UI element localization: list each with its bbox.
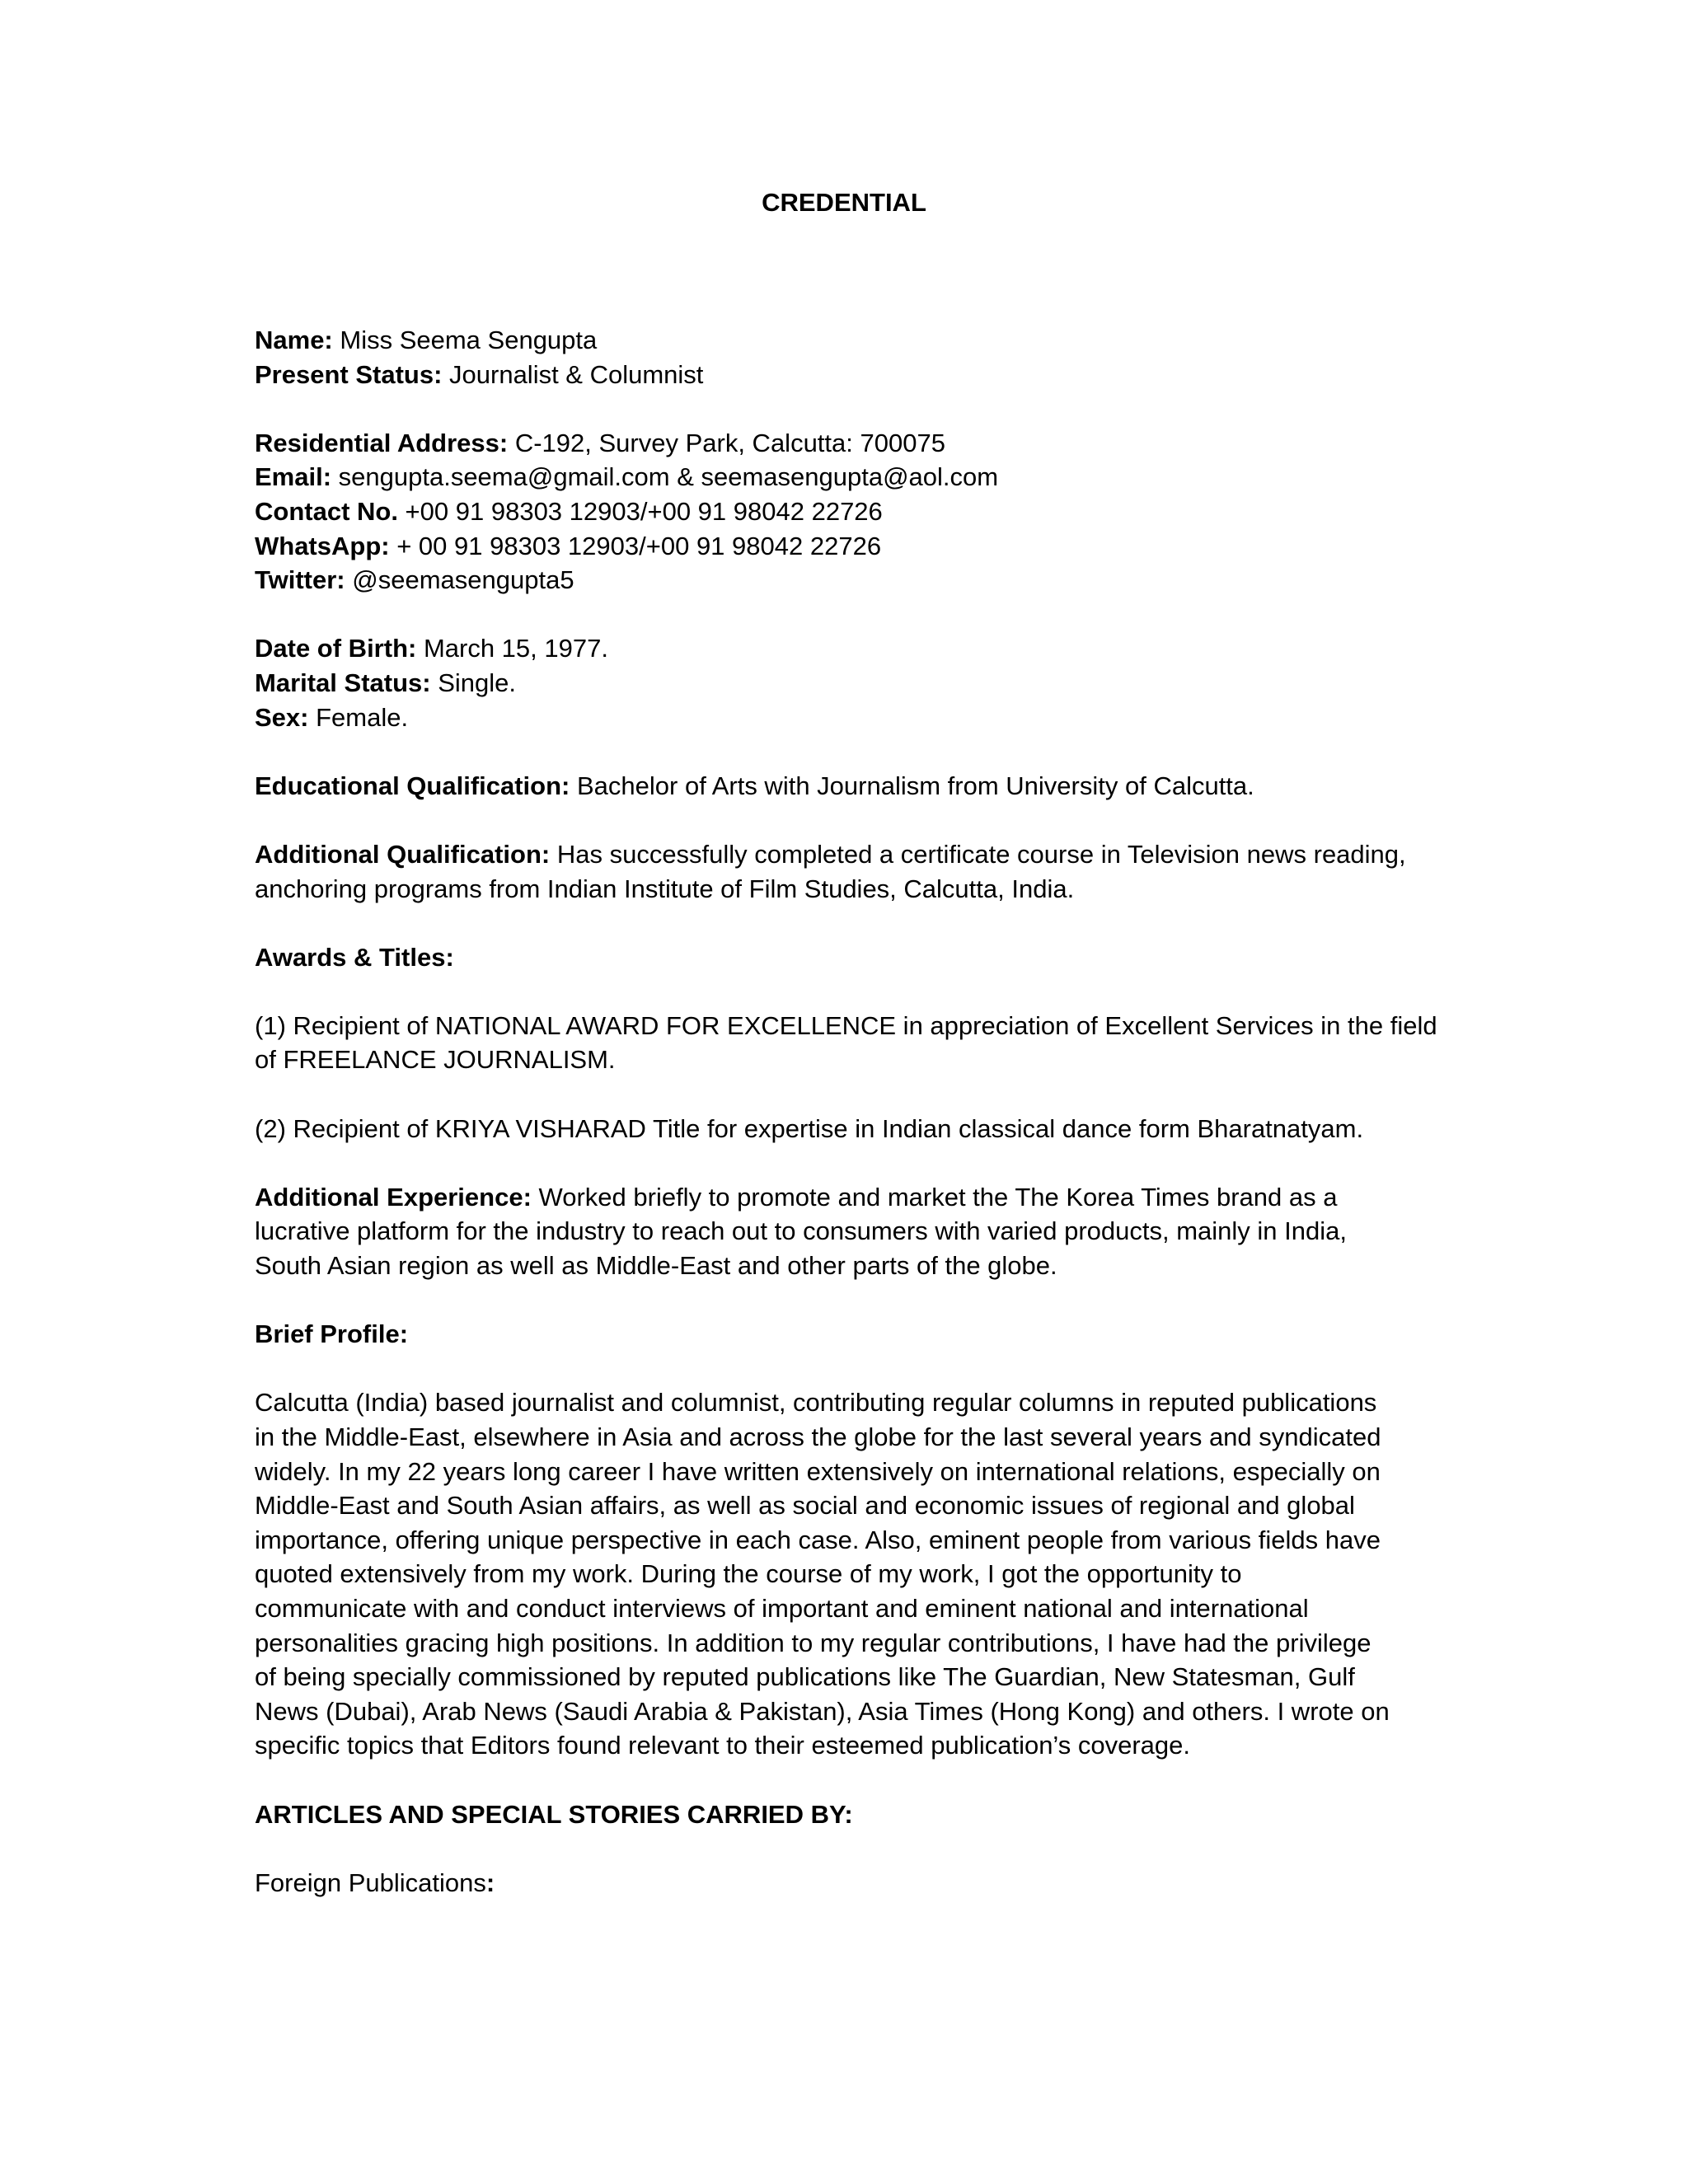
profile-line: News (Dubai), Arab News (Saudi Arabia & Pakistan), Asia Times (Hong Kong) and others. I wrote on [255,1696,1390,1726]
award-1-line-1: (1) Recipient of NATIONAL AWARD FOR EXCELLENCE in appreciation of Excellent Services in the field [255,1010,1437,1040]
award-1-line-2: of FREELANCE JOURNALISM. [255,1045,616,1075]
foreign-publications-colon: : [485,1868,495,1897]
profile-line: widely. In my 22 years long career I have written extensively on international relations, especially on [255,1456,1381,1486]
additional-qualification-line-1 [255,837,1442,872]
awards-heading [255,940,1442,975]
document-title: CREDENTIAL [762,188,926,217]
whatsapp-value: + 00 91 98303 12903/+00 91 98042 22726 [389,531,882,560]
awards-heading-text: Awards & Titles: [255,942,454,972]
profile-line: in the Middle-East, elsewhere in Asia and across the globe for the last several years and syndicated [255,1422,1381,1451]
status-label: Present Status: [255,359,443,389]
education-value: Bachelor of Arts with Journalism from University of Calcutta. [570,771,1254,800]
experience-text-1: Worked briefly to promote and market the The Korea Times brand as a [531,1182,1338,1212]
name-value: Miss Seema Sengupta [332,326,598,354]
profile-line: Middle-East and South Asian affairs, as well as social and economic issues of regional and global [255,1491,1355,1521]
experience-line-1 [255,1180,1442,1215]
marital-label: Marital Status: [255,668,431,697]
email-value: sengupta.seema@gmail.com & seemasengupta@aol.com [331,462,999,492]
phone-label: Contact No. [255,496,398,526]
twitter-value: @seemasengupta5 [345,565,574,595]
profile-line: specific topics that Editors found relevant to their esteemed publication’s coverage. [255,1731,1191,1760]
sex-label: Sex: [255,702,309,732]
profile-line: of being specially commissioned by reputed publications like The Guardian, New Statesman, Gulf [255,1662,1355,1692]
dob-label: Date of Birth: [255,634,417,663]
phone-line [255,494,1442,529]
sex-value: Female. [308,702,409,732]
foreign-publications-text: Foreign Publications [255,1868,486,1897]
profile-heading [255,1317,1442,1352]
experience-line-2: lucrative platform for the industry to reach out to consumers with varied products, mainly in India, [255,1216,1347,1246]
profile-line: importance, offering unique perspective in each case. Also, eminent people from various fields have [255,1525,1381,1554]
email-line [255,460,1442,494]
name-line [255,323,1442,358]
profile-line: quoted extensively from my work. During the course of my work, I got the opportunity to [255,1559,1242,1589]
phone-value: +00 91 98303 12903/+00 91 98042 22726 [397,496,883,526]
twitter-line [255,563,1442,598]
profile-heading-text: Brief Profile: [255,1319,409,1349]
marital-line [255,666,1442,701]
foreign-publications-label [255,1866,1442,1900]
twitter-label: Twitter: [255,565,345,595]
name-label: Name: [255,326,333,354]
email-label: Email: [255,462,332,492]
education-line [255,769,1442,804]
profile-line: communicate with and conduct interviews of important and eminent national and international [255,1593,1309,1623]
additional-qualification-line-2: anchoring programs from Indian Institute of Film Studies, Calcutta, India. [255,874,1075,903]
status-line [255,358,1442,392]
whatsapp-line [255,529,1442,564]
document-body [255,323,1442,1900]
additional-qualification-text-1: Has successfully completed a certificate course in Television news reading, [550,839,1406,869]
articles-heading-text: ARTICLES AND SPECIAL STORIES CARRIED BY: [255,1799,853,1829]
dob-line [255,631,1442,666]
experience-line-3: South Asian region as well as Middle-East and other parts of the globe. [255,1251,1057,1281]
marital-value: Single. [430,668,517,697]
experience-label: Additional Experience: [255,1182,532,1212]
articles-heading [255,1797,1442,1832]
profile-line: Calcutta (India) based journalist and columnist, contributing regular columns in reputed publications [255,1388,1377,1418]
education-label: Educational Qualification: [255,771,570,800]
award-2: (2) Recipient of KRIYA VISHARAD Title for expertise in Indian classical dance form Bharatnatyam. [255,1113,1364,1143]
address-label: Residential Address: [255,428,509,457]
status-value: Journalist & Columnist [442,359,704,389]
address-line [255,426,1442,461]
sex-line [255,701,1442,735]
dob-value: March 15, 1977. [416,634,608,663]
profile-line: personalities gracing high positions. In addition to my regular contributions, I have had the privilege [255,1628,1372,1657]
whatsapp-label: WhatsApp: [255,531,390,560]
address-value: C-192, Survey Park, Calcutta: 700075 [508,428,945,457]
additional-qualification-label: Additional Qualification: [255,839,551,869]
